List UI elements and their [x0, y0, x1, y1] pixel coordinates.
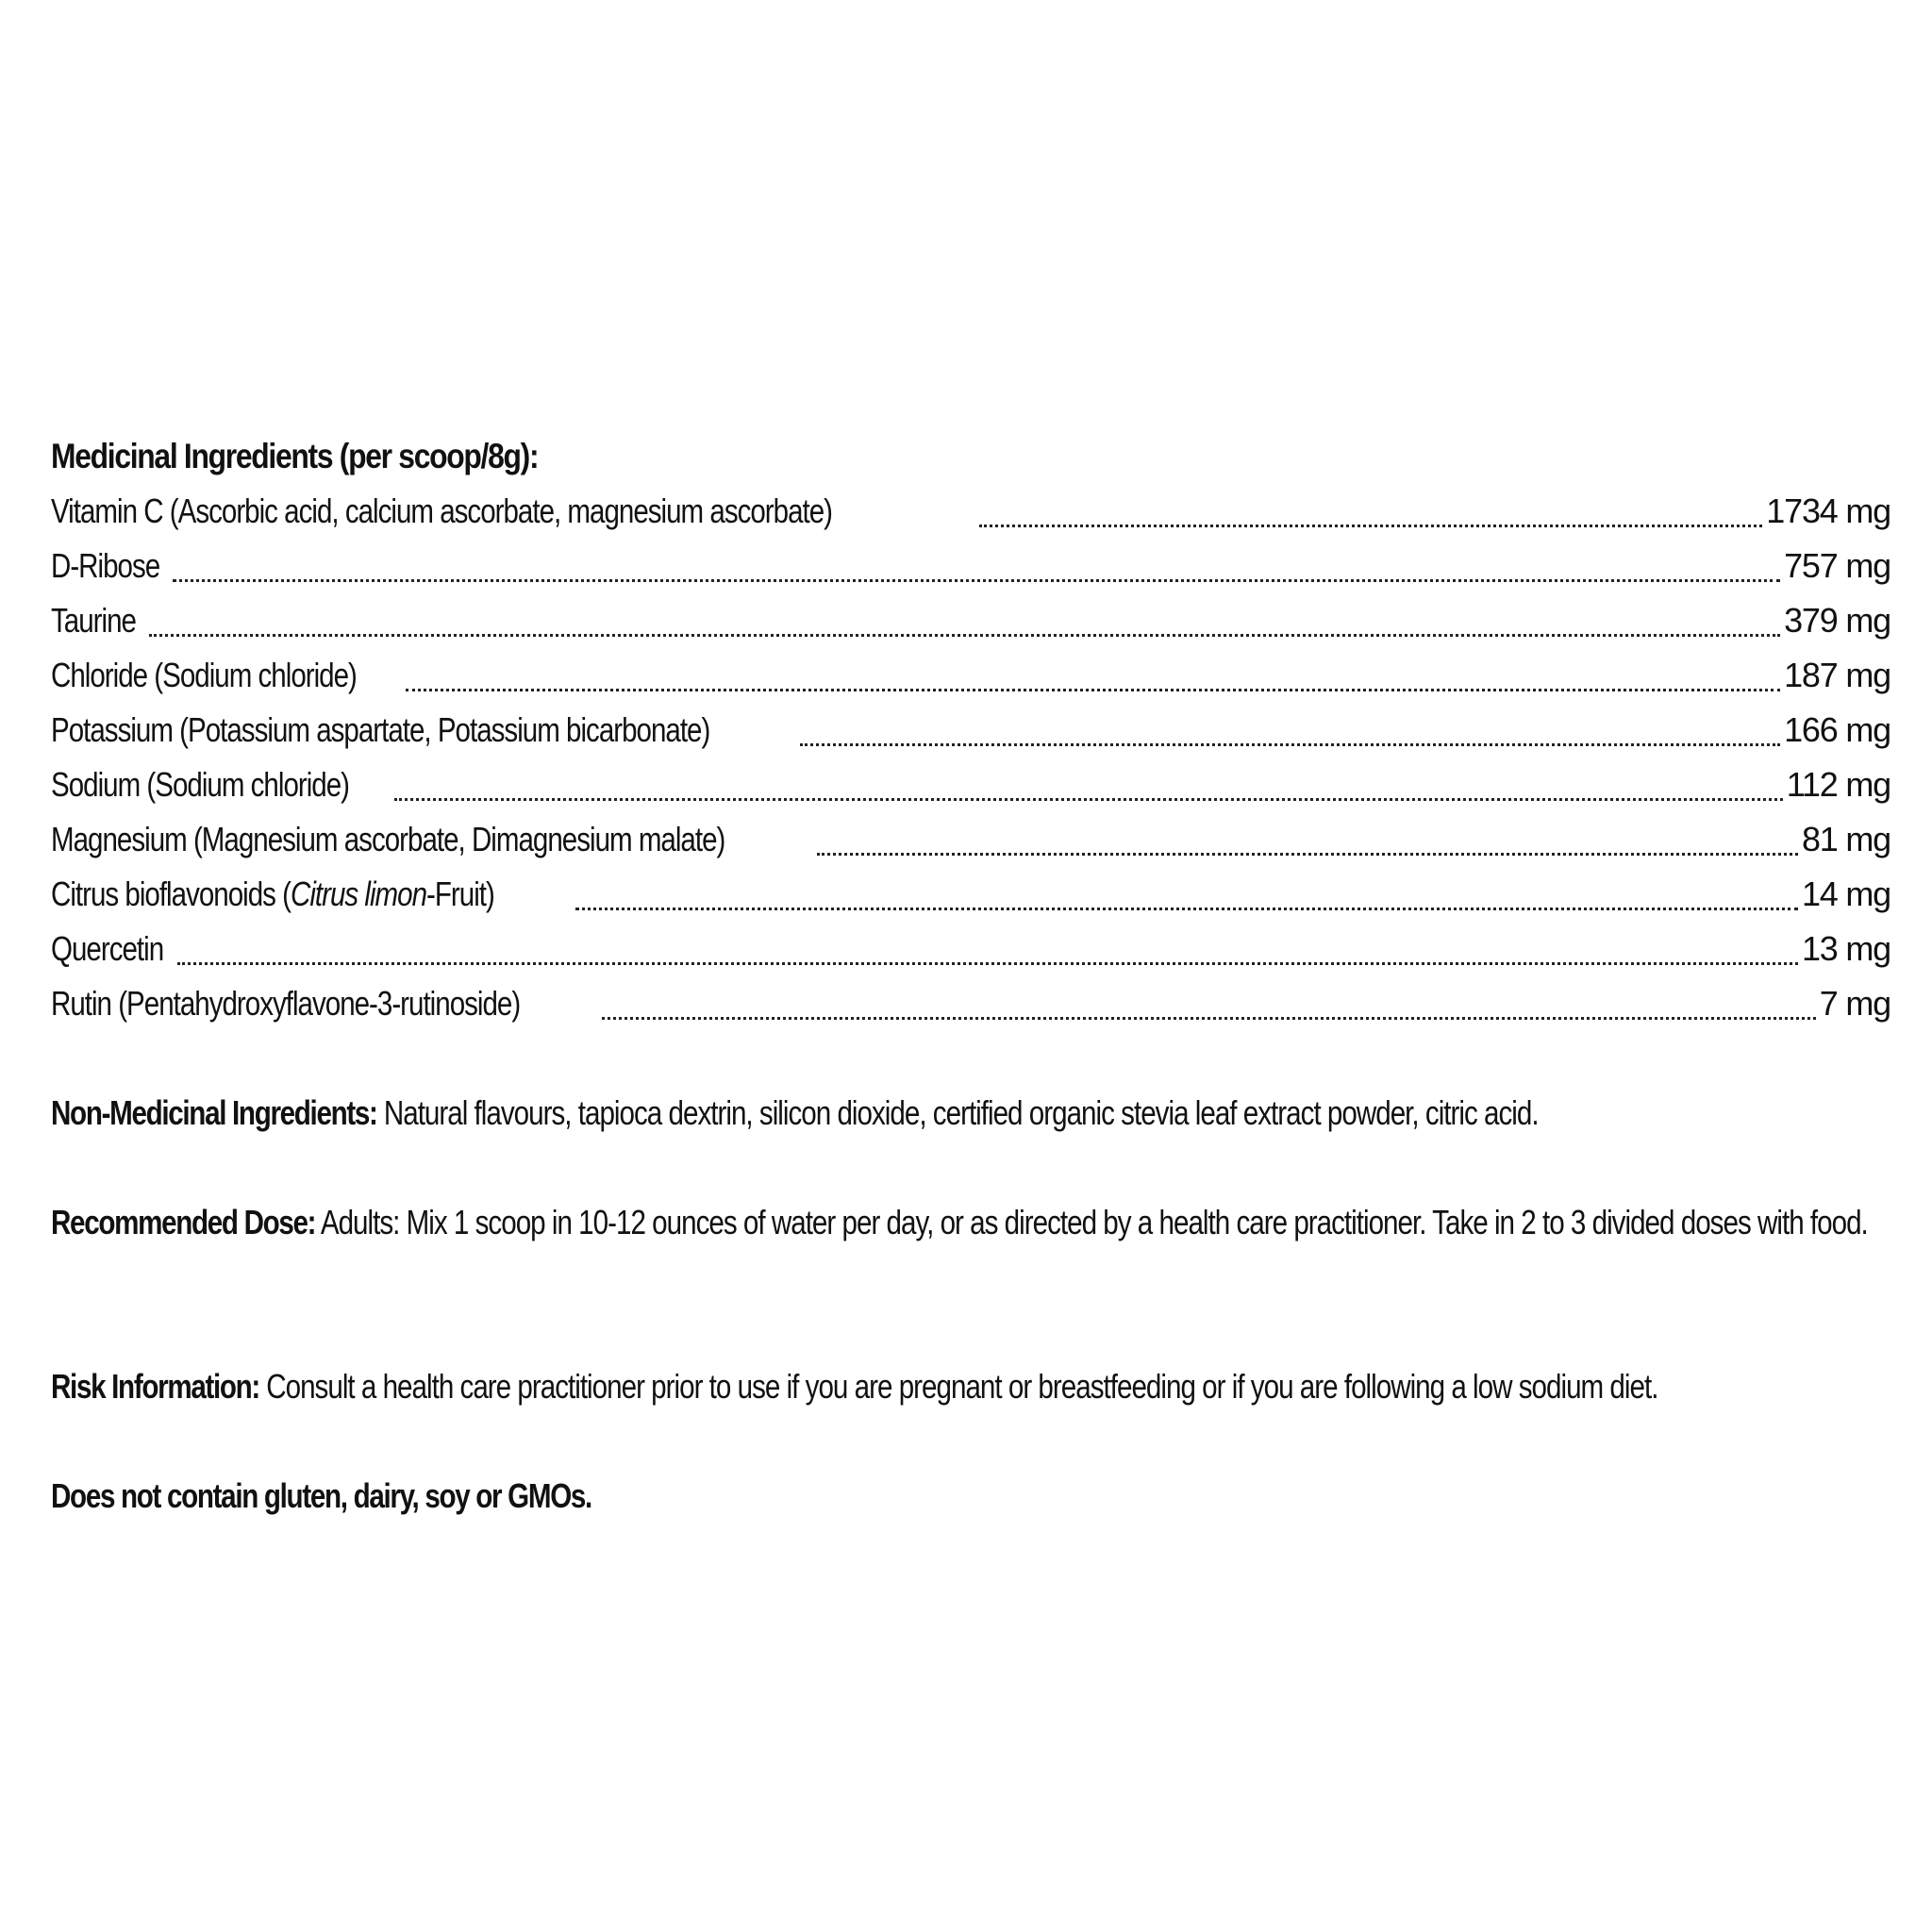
dose-label: Recommended Dose:	[51, 1203, 316, 1241]
supplement-label	[51, 429, 1890, 1524]
allergen-text: Does not contain gluten, dairy, soy or GMOs.	[51, 1476, 591, 1515]
ingredient-name: Potassium (Potassium aspartate, Potassium bicarbonate)	[51, 710, 710, 749]
ingredient-name-suffix: -Fruit)	[426, 874, 494, 913]
risk-label: Risk Information:	[51, 1367, 259, 1406]
ingredient-name: Chloride (Sodium chloride)	[51, 656, 357, 694]
ingredient-row	[51, 484, 1890, 539]
dot-leader	[800, 743, 1780, 746]
ingredient-name: Quercetin	[51, 929, 164, 968]
dot-leader	[406, 689, 1780, 691]
ingredient-row	[51, 539, 1890, 593]
dot-leader	[575, 908, 1798, 910]
allergen-statement	[51, 1469, 1890, 1524]
ingredient-name: Sodium (Sodium chloride)	[51, 765, 350, 804]
ingredient-amount: 14 mg	[1801, 874, 1890, 913]
dot-leader	[602, 1017, 1816, 1020]
dot-leader	[173, 579, 1780, 582]
non-medicinal-text: Natural flavours, tapioca dextrin, silicon dioxide, certified organic stevia leaf extract powder, citric acid.	[376, 1093, 1539, 1132]
risk-information	[51, 1359, 1890, 1414]
dot-leader	[817, 853, 1798, 856]
dot-leader	[177, 962, 1798, 965]
dot-leader	[394, 798, 1783, 801]
ingredient-row	[51, 867, 1890, 922]
ingredient-amount: 81 mg	[1801, 820, 1890, 858]
ingredient-name: Taurine	[51, 601, 136, 640]
ingredient-amount: 379 mg	[1784, 601, 1890, 640]
ingredient-amount: 7 mg	[1819, 984, 1890, 1023]
ingredient-amount: 187 mg	[1784, 656, 1890, 694]
risk-text: Consult a health care practitioner prior to use if you are pregnant or breastfeeding or if you are following a low sodium diet.	[258, 1367, 1658, 1406]
non-medicinal-label: Non-Medicinal Ingredients:	[51, 1093, 377, 1132]
ingredient-row	[51, 922, 1890, 976]
ingredient-row	[51, 648, 1890, 703]
dot-leader	[149, 634, 1780, 637]
ingredient-row	[51, 812, 1890, 867]
dose-text: Adults: Mix 1 scoop in 10-12 ounces of water per day, or as directed by a health care practitioner. Take in 2 to 3 divided doses with food.	[315, 1203, 1868, 1241]
ingredient-row	[51, 593, 1890, 648]
non-medicinal-ingredients	[51, 1086, 1890, 1141]
ingredient-amount: 757 mg	[1784, 546, 1890, 585]
medicinal-ingredients-heading: Medicinal Ingredients (per scoop/8g):	[51, 437, 539, 475]
ingredient-amount: 166 mg	[1784, 710, 1890, 749]
ingredient-name	[51, 867, 494, 922]
ingredient-amount: 112 mg	[1786, 765, 1890, 804]
ingredient-name: Magnesium (Magnesium ascorbate, Dimagnesium malate)	[51, 820, 725, 858]
ingredient-row	[51, 758, 1890, 812]
ingredient-amount: 13 mg	[1801, 929, 1890, 968]
ingredient-name: Vitamin C (Ascorbic acid, calcium ascorbate, magnesium ascorbate)	[51, 491, 833, 530]
medicinal-ingredients-list	[51, 484, 1890, 1031]
recommended-dose	[51, 1195, 1890, 1305]
ingredient-name: Rutin (Pentahydroxyflavone-3-rutinoside)	[51, 984, 521, 1023]
ingredient-amount: 1734 mg	[1766, 491, 1890, 530]
ingredient-row	[51, 976, 1890, 1031]
ingredient-name-italic: Citrus limon	[290, 874, 427, 913]
ingredient-row	[51, 703, 1890, 758]
ingredient-name-prefix: Citrus bioflavonoids (	[51, 874, 291, 913]
dot-leader	[979, 525, 1762, 527]
ingredient-name: D-Ribose	[51, 546, 160, 585]
